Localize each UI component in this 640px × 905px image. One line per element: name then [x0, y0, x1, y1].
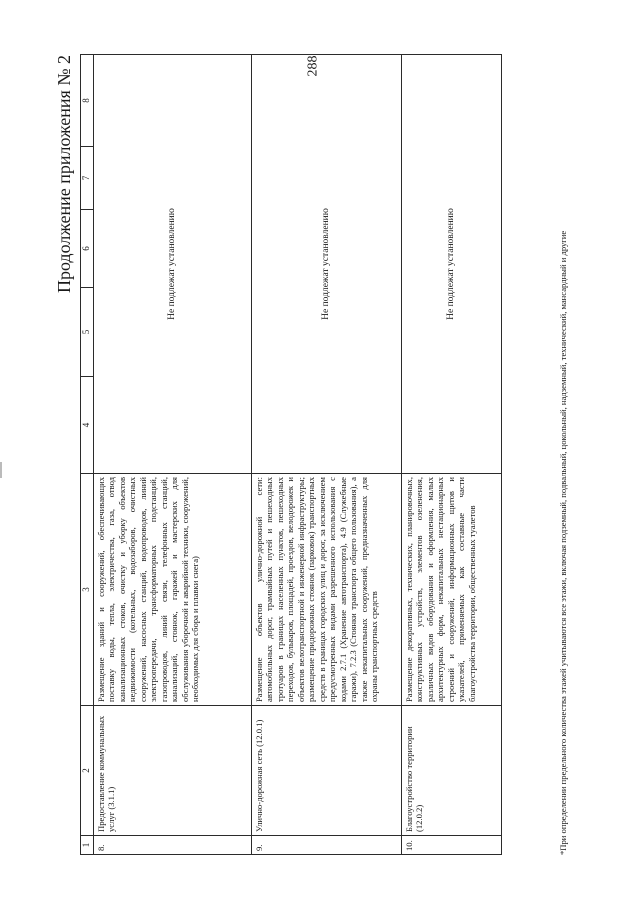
- header-row: [81, 55, 94, 855]
- table-row: [252, 55, 402, 855]
- header-cell: 6: [81, 210, 94, 288]
- use-type-name: Предоставление коммунальных услуг (3.1.1): [94, 706, 252, 836]
- parameters-merged-cell: Не подлежат установлению: [402, 55, 502, 474]
- page-number: 288: [305, 55, 321, 77]
- header-cell: 1: [81, 836, 94, 855]
- use-type-description: Размещение зданий и сооружений, обеспечивающих поставку воды, тепла, электричества, газа, отвод канализационных стоков, очистку и уборку объектов недвижимости (котельных, водозаборов, очистных сооружений, насосных станций, водопроводов, линий электропередачи, трансформаторных подстанций, газопроводов, линий связи, телефонных станций, канализаций, стоянок, гаражей и мастерских для обслуживания уборочной и аварийной техники, сооружений, необходимых для сбора и плавки снега): [94, 474, 252, 706]
- header-cell: 4: [81, 377, 94, 474]
- row-number: 10.: [402, 836, 502, 855]
- header-cell: 2: [81, 706, 94, 836]
- header-cell: 8: [81, 55, 94, 147]
- header-cell: 3: [81, 474, 94, 706]
- scan-edge-mark: [0, 462, 2, 478]
- use-type-name: Улично-дорожная сеть (12.0.1): [252, 706, 402, 836]
- continuation-title: Продолжение приложения № 2: [54, 55, 74, 294]
- use-type-description: Размещение декоративных, технических, планировочных, конструктивных устройств, элементов озеленения, различных видов оборудования и оформления, малых архитектурных форм, некапитальных нестационарных строений и сооружений, информационных щитов и указателей, применяемых как составные части благоустройства территории, общественных туалетов: [402, 474, 502, 706]
- rotated-sheet: [50, 55, 610, 855]
- use-type-description: Размещение объектов улично-дорожной сети: автомобильных дорог, трамвайных путей и пешеходных тротуаров в границах населенных пунктов, пешеходных переходов, бульваров, площадей, проездов, велодорожек и объектов велотранспортной и инженерной инфраструктуры; размещение придорожных стоянок (парковок) транспортных средств в границах городских улиц и дорог, за исключением предусмотренных видами разрешенного использования с кодами 2.7.1 (Хранение автотранспорта), 4.9 (Служебные гаражи), 7.2.3 (Стоянки транспорта общего пользования), а также некапитальных сооружений, предназначенных для охраны транспортных средств: [252, 474, 402, 706]
- header-cell: 5: [81, 288, 94, 377]
- parameters-merged-cell: Не подлежат установлению: [252, 55, 402, 474]
- row-number: 9.: [252, 836, 402, 855]
- header-cell: 7: [81, 147, 94, 210]
- use-type-name: Благоустройство территории (12.0.2): [402, 706, 502, 836]
- zoning-table: [80, 54, 502, 855]
- table-row: [94, 55, 252, 855]
- parameters-merged-cell: Не подлежат установлению: [94, 55, 252, 474]
- table-row: [402, 55, 502, 855]
- row-number: 8.: [94, 836, 252, 855]
- footnote: *При определении предельного количества этажей учитываются все этажи, включая подземный, подвальный, цокольный, надземный, технический, мансардный и другие: [558, 230, 568, 855]
